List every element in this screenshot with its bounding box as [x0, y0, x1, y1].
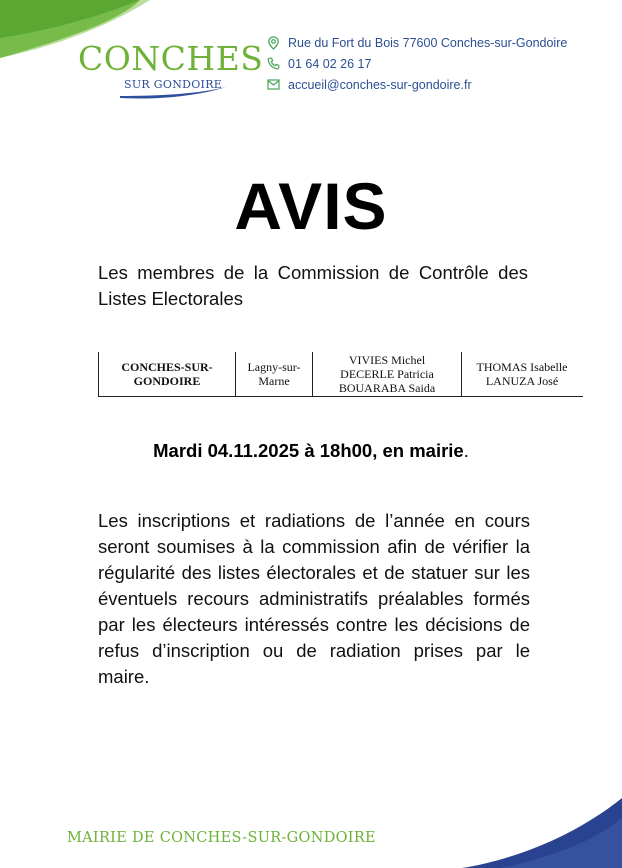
member-name: LANUZA José: [485, 374, 559, 388]
contact-email: [267, 74, 567, 95]
contact-phone: [267, 53, 567, 74]
member-name: VIVIES Michel: [348, 353, 426, 367]
email-text: accueil@conches-sur-gondoire.fr: [288, 77, 472, 92]
meeting-date-period: .: [463, 440, 469, 461]
table-cell-commune: [99, 352, 235, 396]
district-line: Marne: [258, 374, 290, 388]
member-name: BOUARABA Saida: [338, 381, 436, 395]
corner-decoration-bottom-right: [462, 798, 622, 868]
meeting-date: [0, 440, 622, 462]
envelope-icon: [267, 79, 280, 90]
address-text: Rue du Fort du Bois 77600 Conches-sur-Gondoire: [288, 35, 568, 50]
logo-wordmark: CONCHES: [78, 39, 264, 78]
logo-subtitle: SUR GONDOIRE: [124, 78, 223, 91]
notice-body: Les inscriptions et radiations de l’année en cours seront soumises à la commission afin de vérifier la régularité des listes électorales et de statuer sur les éventuels recours administratifs préalables formés par les électeurs intéressés contre les décisions de refus d’inscription ou de radiation prises par le maire.: [98, 510, 530, 687]
commission-members-table: [98, 352, 583, 397]
phone-icon: [267, 57, 280, 70]
table-cell-district: [236, 352, 312, 396]
footer-label: MAIRIE DE CONCHES-SUR-GONDOIRE: [67, 830, 376, 846]
notice-intro: Les membres de la Commission de Contrôle des Listes Electorales: [98, 262, 528, 309]
location-pin-icon: [267, 36, 280, 50]
member-name: DECERLE Patricia: [340, 367, 434, 381]
contact-address: [267, 32, 567, 53]
member-name: THOMAS Isabelle: [476, 360, 568, 374]
meeting-date-bold: Mardi 04.11.2025 à 18h00, en mairie: [153, 440, 464, 461]
table-cell-members-b: [462, 352, 582, 396]
district-line: Lagny-sur-: [247, 360, 301, 374]
contact-block: [267, 32, 567, 95]
table-cell-members-a: [313, 352, 461, 396]
commune-line: GONDOIRE: [133, 374, 201, 388]
municipality-logo: [70, 38, 264, 100]
notice-title: AVIS: [234, 169, 388, 243]
commune-line: CONCHES-SUR-: [121, 360, 213, 374]
phone-text: 01 64 02 26 17: [288, 56, 372, 71]
